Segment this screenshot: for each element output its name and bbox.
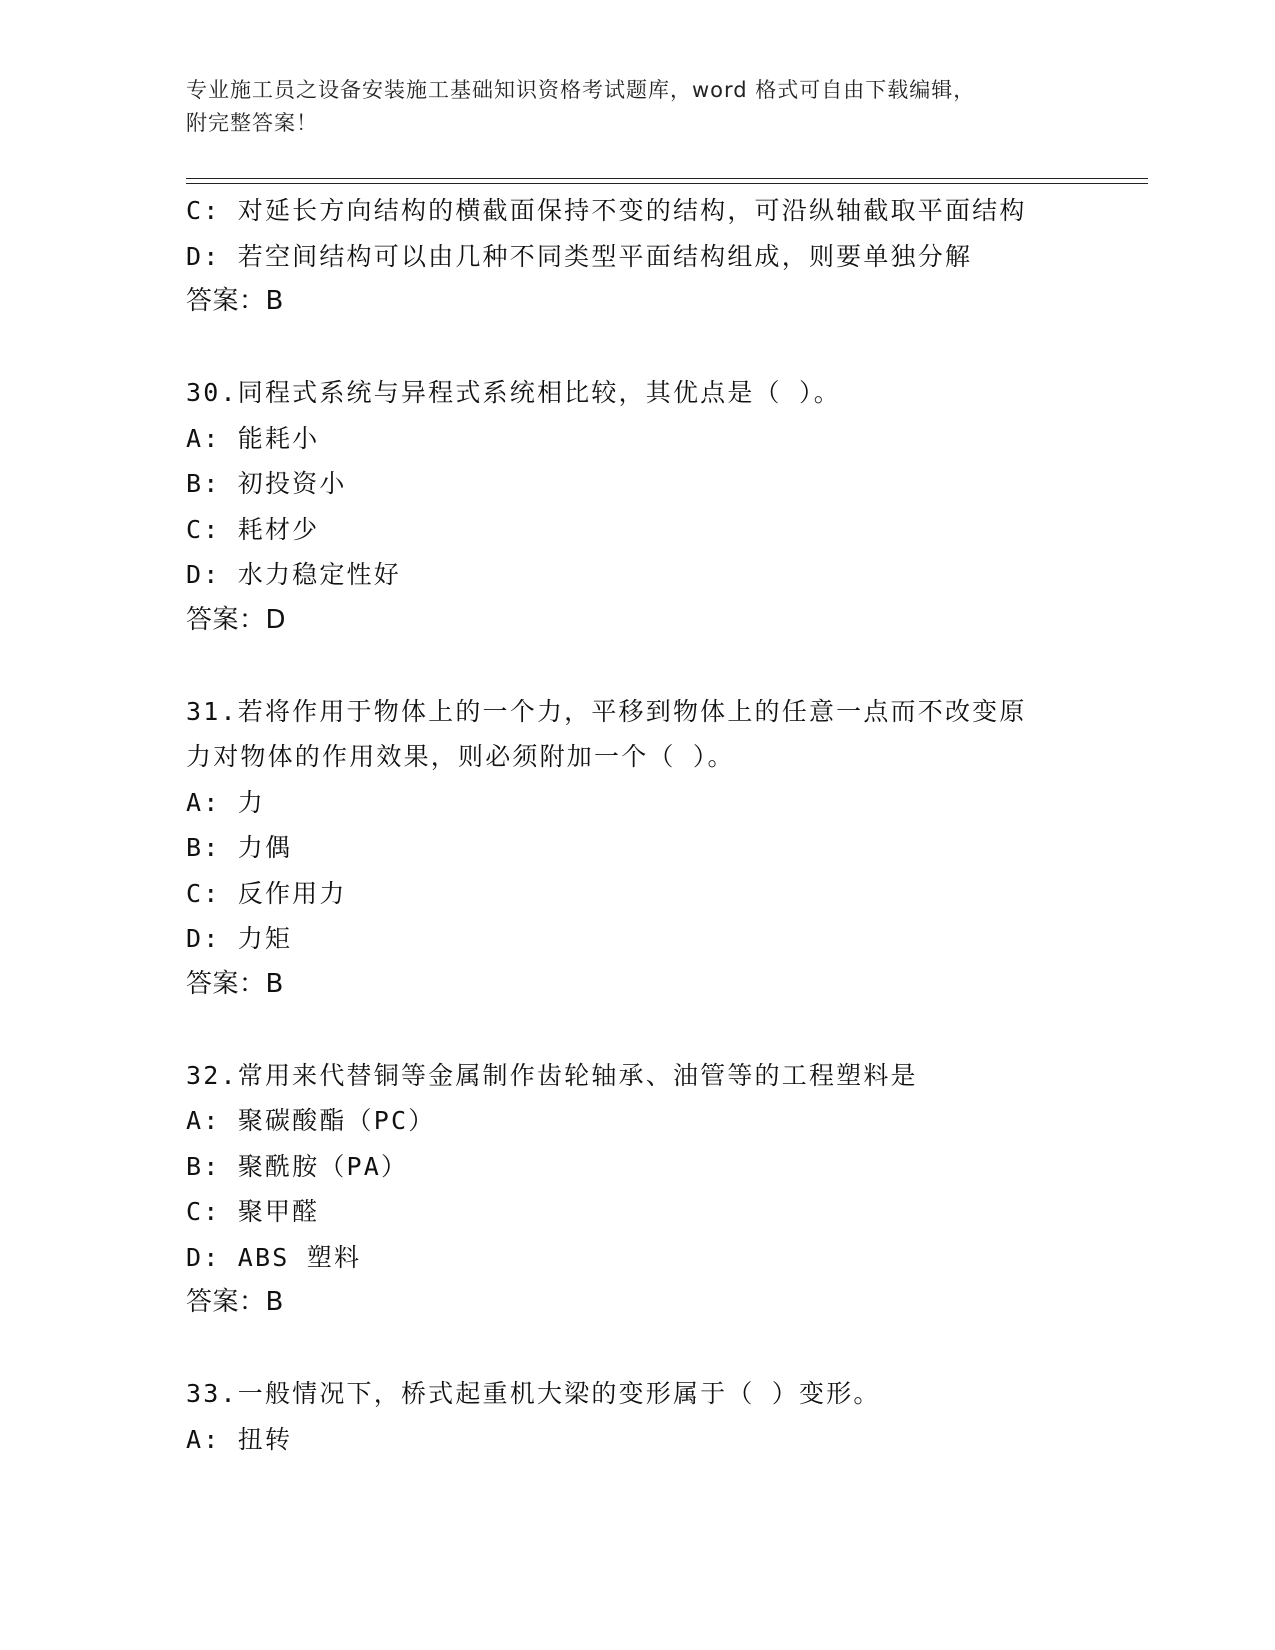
- option-c: C: 反作用力: [186, 878, 347, 908]
- spacer: [186, 643, 1086, 689]
- question-stem: 32.常用来代替铜等金属制作齿轮轴承、油管等的工程塑料是: [186, 1060, 918, 1090]
- option-d: D: 水力稳定性好: [186, 560, 401, 589]
- answer-line: 答案：B: [186, 968, 284, 999]
- header-divider-top: [186, 178, 1148, 179]
- header-line-2: 附完整答案！: [186, 111, 318, 135]
- option-a: A: 扭转: [186, 1424, 293, 1454]
- option-d: D: 力矩: [186, 924, 293, 953]
- document-header: [186, 74, 1086, 140]
- option-c: C: 聚甲醛: [186, 1197, 320, 1226]
- spacer: [186, 325, 1086, 371]
- header-line-1: 专业施工员之设备安装施工基础知识资格考试题库，word 格式可自由下载编辑，: [186, 78, 976, 102]
- option-a: A: 能耗小: [186, 423, 320, 453]
- option-a: A: 聚碳酸酯（PC）: [186, 1106, 436, 1135]
- spacer: [186, 1326, 1086, 1372]
- answer-line: 答案：B: [186, 286, 284, 316]
- option-d: D: ABS 塑料: [186, 1242, 362, 1272]
- question-stem: 33.一般情况下，桥式起重机大梁的变形属于（ ）变形。: [186, 1379, 881, 1408]
- question-list: [186, 188, 1086, 1462]
- header-divider-bottom: [186, 183, 1148, 184]
- question-stem-continuation: 力对物体的作用效果，则必须附加一个（ ）。: [186, 742, 735, 771]
- option-d: D: 若空间结构可以由几种不同类型平面结构组成，则要单独分解: [186, 241, 973, 271]
- option-c: C: 耗材少: [186, 514, 320, 544]
- answer-line: 答案：D: [186, 604, 287, 635]
- option-b: B: 力偶: [186, 833, 293, 862]
- option-c: C: 对延长方向结构的横截面保持不变的结构，可沿纵轴截取平面结构: [186, 196, 1027, 225]
- question-stem: 30.同程式系统与异程式系统相比较，其优点是（ ）。: [186, 378, 841, 407]
- question-stem: 31.若将作用于物体上的一个力，平移到物体上的任意一点而不改变原: [186, 696, 1027, 726]
- option-b: B: 聚酰胺（PA）: [186, 1151, 409, 1181]
- option-b: B: 初投资小: [186, 469, 347, 498]
- option-a: A: 力: [186, 787, 265, 817]
- answer-line: 答案：B: [186, 1287, 284, 1317]
- spacer: [186, 1007, 1086, 1053]
